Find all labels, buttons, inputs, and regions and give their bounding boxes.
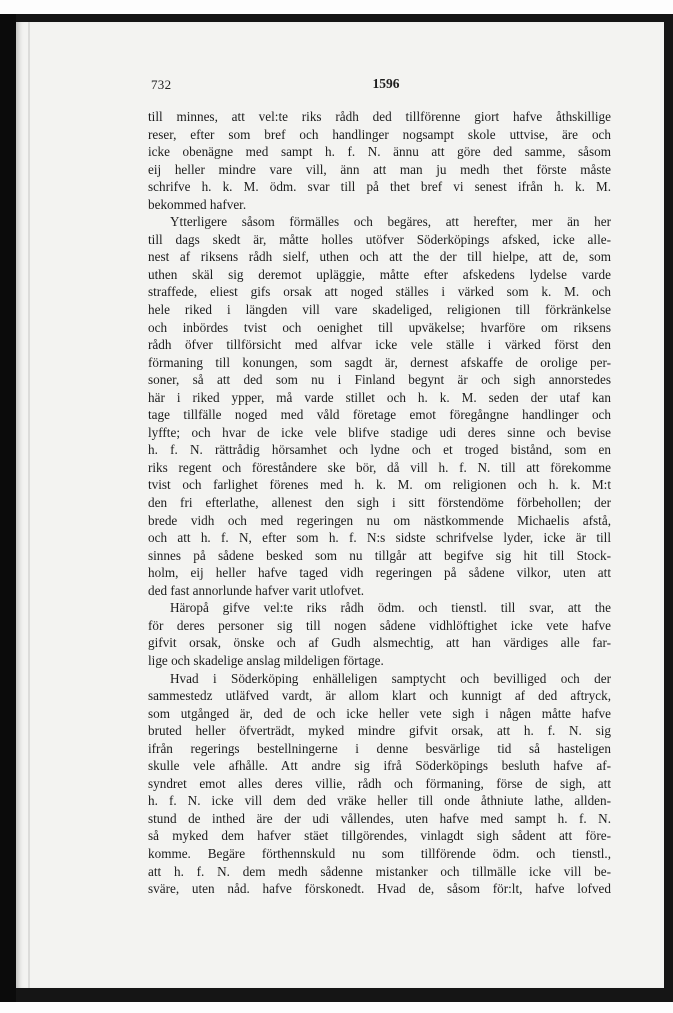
running-head-year: 1596 [372,76,400,91]
text-line: så myked dem hafver stäet tillgörendes, vinlagdt sigh sådent att före- [148,828,611,844]
text-line: syndret emot alles deres villie, rådh och förmaning, förse de sigh, att [148,775,611,791]
text-line: ifrån regerings bestellningerne i denne besvärlige tid så hasteligen [148,740,611,756]
text-line: bekommed hafver. [148,196,247,212]
text-line: som utgånged är, ded de och icke heller vete sigh i någen måtte hafve [148,705,611,721]
text-line: förmaning till konungen, som sagdt är, dernest afskaffe de orolige per- [148,354,611,370]
page-number: 732 [151,77,172,92]
text-line: för deres personer sig till nogen sådene vidhlöftighet icke vete hafve [148,617,611,633]
text-line: nest af riksens rådh sielf, uthen och att the der till hielpe, att de, som [148,249,611,265]
text-line: uthen skäl sig deremot upläggie, måtte efter afskedens lydelse varde [148,266,611,282]
paragraph-1 [148,108,611,213]
text-line: stund de inthed äre der udi vållendes, uten hafve med sampt h. f. N. [148,810,611,826]
text-line: sammestedz utläfved vardt, är allom klart och kunnigt af ded aftryck, [148,688,611,704]
paragraph-4 [148,670,611,898]
text-line: Ytterligere såsom förmälles och begäres, att herefter, mer än her [170,214,611,230]
text-line: schrifve h. k. M. ödm. svar till på thet bref vi senest ifrån h. k. M. [148,179,611,195]
paragraph-2 [148,213,611,599]
text-line: sväre, uten nåd. hafve förskonedt. Hvad de, såsom för:lt, hafve lofved [148,881,611,897]
text-line: holm, eij heller hafve taged vidh regeringen på sådene vilkor, uten att [148,565,611,581]
text-line: och inbördes tvist och oenighet till upväkelse; hvarföre om riksens [148,319,611,335]
scan-top-margin [0,0,673,14]
text-line: till minnes, att vel:te riks rådh ded tillförenne giort hafve åthskillige [148,109,611,124]
text-line: Häropå gifve vel:te riks rådh ödm. och tienstl. till svar, att the [170,600,611,616]
text-line: h. f. N. rättrådig hörsamhet och lydne och et troged bistånd, som en [148,442,611,458]
text-line: komme. Begäre förthennskuld nu som tillförende ödm. och tienstl., [148,845,611,861]
text-line: riks regent och föreståndere ske bör, då vill h. f. N. till att förekomme [148,459,611,475]
text-line: gifvit orsak, önske och af Gudh alsmechtig, att han värdiges alle far- [148,635,611,651]
text-line: eij heller mindre vare vill, änn att man ju medh thet förste måste [148,161,611,177]
text-line: sinnes på sådene besked som nu tillgår att begifve sig hit till Stock- [148,547,611,563]
text-line: tage tillfälle noged med våld företage emot föregångne handlinger och [148,407,611,423]
text-line: soner, så att ded som nu i Finland begynt är och sigh annorstedes [148,372,611,388]
paragraph-3 [148,599,611,669]
text-line: här i riked ypper, må varde stillet och h. k. M. seden der utaf kan [148,389,611,405]
text-line: straffede, eliest gifs orsak att noged ställes i värked som k. M. och [148,284,611,300]
text-line: h. f. N. icke vill dem ded vräke heller till onde åthniute lathe, allden- [148,793,611,809]
page-gutter [28,22,30,988]
text-line: till dags skedt är, måtte holles utöfver Söderköpings afsked, icke alle- [148,231,611,247]
text-line: hele riked i längden vill vare skadeliged, religionen till förkränkelse [148,302,611,318]
text-line: lige och skadelige anslag mildeligen förtage. [148,652,384,668]
text-line: bruted heller öfverträdt, myked mindre gifvit orsak, att h. f. N. sig [148,723,611,739]
text-line: tvist och farlighet förenes med h. k. M. om religionen och h. k. M:t [148,477,611,493]
body-text [148,108,611,898]
text-line: rådh öfver tillförsicht med alfvar icke vele ställe i värked först den [148,337,611,353]
scan-bottom-margin [0,1002,673,1013]
text-line: och att h. f. N, efter som h. f. N:s sidste schrifvelse lyder, icke är till [148,530,611,546]
text-line: skulle vele afhålle. Att andre sig ifrå Söderköpings besluth hafve af- [148,758,611,774]
scan-left-edge [0,14,16,1002]
text-line: icke obenägne med sampt h. f. N. ännu att göre ded samme, såsom [148,144,611,160]
text-line: lyffte; och hvar de icke vele blifve stadige udi deres sinne och bevise [148,424,611,440]
text-line: att h. f. N. dem medh sådenne mistanker och tillmälle icke vill be- [148,863,611,879]
text-line: reser, efter som bref och handlinger nogsampt skole uttvise, äre och [148,126,611,142]
text-line: brede vidh och med regeringen nu om nästkommende Michaelis afstå, [148,512,611,528]
text-line: den fri efterlathe, allenest den sigh i sitt förstendöme förbehollen; der [148,495,611,511]
text-line: ded fast annorlunde hafver varit utlofvet. [148,582,365,598]
text-line: Hvad i Söderköping enhälleligen samptycht och bevilliged och der [170,670,611,686]
